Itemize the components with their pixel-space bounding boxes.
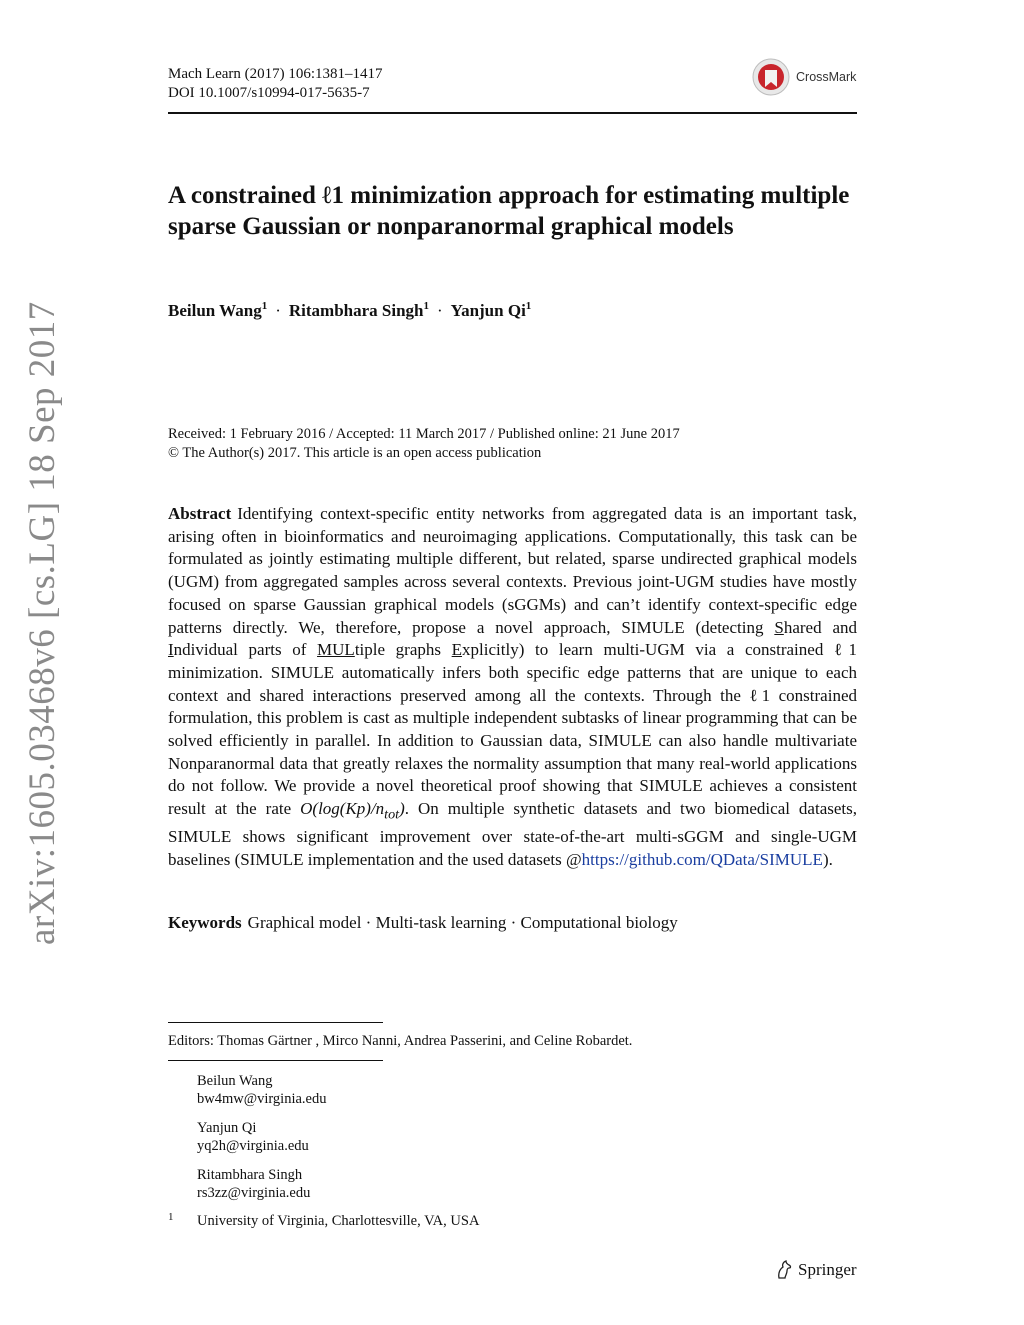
abstract-label: Abstract [168,504,232,523]
publication-dates [168,425,680,463]
dates-line: Received: 1 February 2016 / Accepted: 11 March 2017 / Published online: 21 June 2017 [168,426,680,442]
github-link[interactable]: https://github.com/QData/SIMULE [581,849,823,869]
rate-formula-main: O(log(Kp)/n [300,799,385,819]
acronym-letter: S [774,617,784,637]
acronym-letter: MUL [317,640,355,660]
acronym-letter: I [168,640,174,660]
abstract-text: hared and [783,617,857,637]
keywords-label: Keywords [168,913,242,932]
rate-formula [300,799,405,823]
springer-logo [775,1260,857,1280]
contact-email[interactable]: yq2h@virginia.edu [197,1138,309,1154]
author-name: Beilun Wang [168,301,262,320]
crossmark-icon [752,57,790,97]
editors-note: Editors: Thomas Gärtner , Mirco Nanni, Andrea Passerini, and Celine Robardet. [168,1033,633,1049]
author-separator: · [437,301,443,320]
affiliation-text: University of Virginia, Charlottesville, VA, USA [197,1213,480,1229]
acronym-letter: E [451,640,463,660]
abstract-text: ndividual parts of [173,640,318,660]
crossmark-badge[interactable] [752,57,856,97]
author-name: Yanjun Qi [450,301,526,320]
keywords-text: Graphical model · Multi-task learning · Computational biology [247,913,678,932]
author-list [168,300,531,321]
crossmark-label: CrossMark [796,70,857,84]
author-affil-mark: 1 [423,300,429,312]
contact-name: Beilun Wang [197,1073,273,1089]
abstract-text: xplicitly) to learn multi-UGM via a constrained ℓ1 minimization. SIMULE automatically infers both specific edge patterns that are unique to each context and shared interactions preserved among all the contexts. Through the ℓ1 constrained formulation, this problem is cast as multiple independent subtasks of linear programming that can be solved efficiently in parallel. In addition to Gaussian data, SIMULE can also handle multivariate Nonparanormal data that greatly relaxes the normality assumption that many real-world applications do not follow. We provide a novel theoretical proof showing that SIMULE achieves a consistent result at the rate [168,640,857,819]
rate-formula-close: ) [399,799,405,819]
author-name: Ritambhara Singh [288,301,424,320]
journal-header [168,65,383,103]
author-separator: · [275,301,281,320]
abstract-text: tiple graphs [354,640,452,660]
author-contacts [197,1072,326,1213]
contact-entry [197,1166,326,1202]
contact-entry [197,1119,326,1155]
abstract [168,503,857,872]
paper-title: A constrained ℓ1 minimization approach for estimating multiple sparse Gaussian or nonparanormal graphical models [168,182,850,240]
springer-horse-icon [775,1260,793,1280]
author-affil-mark: 1 [261,300,268,312]
footnote-rule [168,1022,383,1023]
header-rule [168,112,857,114]
contact-name: Ritambhara Singh [197,1167,303,1183]
abstract-text: . On multiple synthetic datasets and two biomedical datasets, SIMULE shows significant improvement over state-of-the-art multi-sGGM and single-UGM baselines (SIMULE implementation and the used datasets @ [168,799,857,869]
affiliation [168,1211,479,1230]
keywords [168,913,678,933]
abstract-text: Identifying context-specific entity networks from aggregated data is an important task, arising often in bioinformatics and neuroimaging applications. Computationally, this task can be formulated as jointly estimating multiple different, but related, sparse undirected graphical models (UGM) from aggregated samples across several contexts. Previous joint-UGM studies have mostly focused on sparse Gaussian graphical models (sGGMs) and can’t identify context-specific edge patterns directly. We, therefore, propose a novel approach, SIMULE (detecting [168,504,857,637]
copyright-line: © The Author(s) 2017. This article is an open access publication [168,445,542,461]
arxiv-side-stamp: arXiv:1605.03468v6 [cs.LG] 18 Sep 2017 [22,301,63,945]
contact-entry [197,1072,326,1108]
affiliation-number: 1 [168,1211,174,1223]
author-affil-mark: 1 [525,300,532,312]
rate-formula-subscript: tot [384,806,400,823]
journal-doi: DOI 10.1007/s10994-017-5635-7 [168,85,370,101]
contact-email[interactable]: bw4mw@virginia.edu [197,1091,327,1107]
contact-name: Yanjun Qi [197,1120,257,1136]
journal-citation: Mach Learn (2017) 106:1381–1417 [168,66,383,82]
contact-email[interactable]: rs3zz@virginia.edu [197,1185,311,1201]
springer-label: Springer [798,1260,857,1279]
footnote-rule [168,1060,383,1061]
abstract-text: ). [822,849,833,869]
